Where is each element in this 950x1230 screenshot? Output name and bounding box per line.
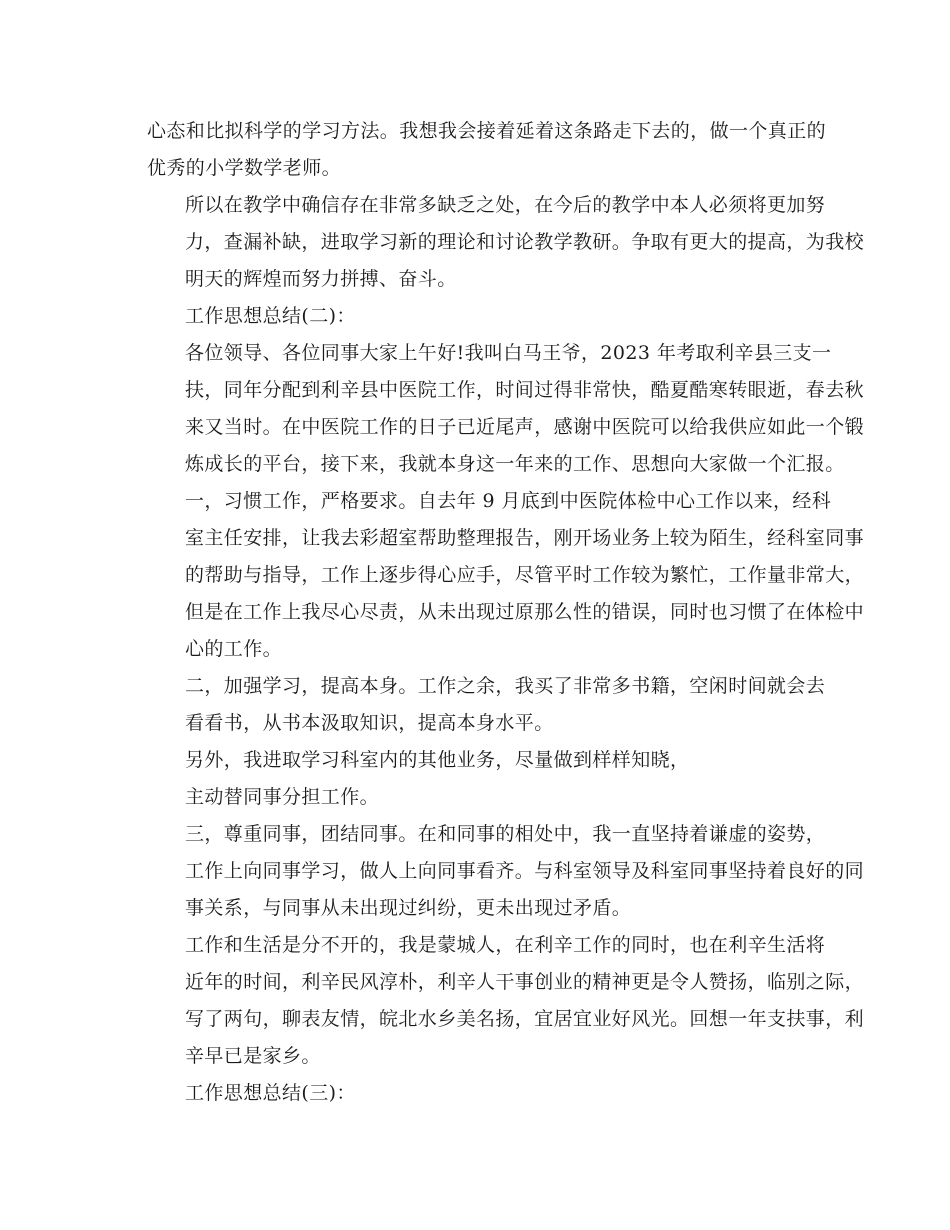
paragraph [147,668,826,742]
text-line: 二，加强学习，提高本身。工作之余，我买了非常多书籍，空闲时间就会去 [185,675,826,697]
text-line: 炼成长的平台，接下来，我就本身这一年来的工作、思想向大家做一个汇报。 [185,453,845,475]
paragraph [147,298,803,335]
paragraph [147,1075,803,1112]
text-line: 优秀的小学数学老师。 [147,157,342,179]
text-line: 看看书，从书本汲取知识，提高本身水平。 [185,712,554,734]
text-line: 主动替同事分担工作。 [185,786,380,808]
text-line: 工作思想总结(二)： [185,305,356,327]
paragraph [147,335,865,483]
paragraph [147,113,827,187]
text-line: 室主任安排，让我去彩超室帮助整理报告，刚开场业务上较为陌生，经科室同事 [185,527,865,549]
text-line: 另外，我进取学习科室内的其他业务，尽量做到样样知晓， [185,749,690,771]
text-line: 辛早已是家乡。 [185,1045,321,1067]
text-line: 的帮助与指导，工作上逐步得心应手，尽管平时工作较为繁忙，工作量非常大， [185,564,865,586]
text-line: 近年的时间，利辛民风淳朴，利辛人干事创业的精神更是令人赞扬，临别之际， [185,971,865,993]
text-line: 明天的辉煌而努力拼搏、奋斗。 [185,268,457,290]
text-line: 各位领导、各位同事大家上午好!我叫白马王爷，2023 年考取利辛县三支一 [185,342,832,364]
text-line: 工作和生活是分不开的，我是蒙城人，在利辛工作的同时，也在利辛生活将 [185,934,826,956]
paragraph [147,816,865,927]
paragraph [147,779,803,816]
text-line: 所以在教学中确信存在非常多缺乏之处，在今后的教学中本人必须将更加努 [185,194,826,216]
text-line: 三，尊重同事，团结同事。在和同事的相处中，我一直坚持着谦虚的姿势， [185,823,826,845]
text-line: 事关系，与同事从未出现过纠纷，更未出现过矛盾。 [185,897,632,919]
document-page [147,113,865,1112]
text-line: 扶，同年分配到利辛县中医院工作，时间过得非常快，酷夏酷寒转眼逝，春去秋 [185,379,865,401]
paragraph [147,483,865,668]
text-line: 但是在工作上我尽心尽责，从未出现过原那么性的错误，同时也习惯了在体检中 [185,601,865,623]
text-line: 力，查漏补缺，进取学习新的理论和讨论教学教研。争取有更大的提高，为我校 [185,231,865,253]
text-line: 工作上向同事学习，做人上向同事看齐。与科室领导及科室同事坚持着良好的同 [185,860,865,882]
text-line: 工作思想总结(三)： [185,1082,356,1104]
text-line: 心态和比拟科学的学习方法。我想我会接着延着这条路走下去的，做一个真正的 [147,120,827,142]
paragraph [147,927,865,1075]
text-line: 写了两句，聊表友情，皖北水乡美名扬，宜居宜业好风光。回想一年支扶事，利 [185,1008,865,1030]
paragraph [147,187,865,298]
text-line: 心的工作。 [185,638,283,660]
text-line: 来又当时。在中医院工作的日子已近尾声，感谢中医院可以给我供应如此一个锻 [185,416,865,438]
text-line: 一，习惯工作，严格要求。自去年 9 月底到中医院体检中心工作以来，经科 [185,490,832,512]
paragraph [147,742,803,779]
